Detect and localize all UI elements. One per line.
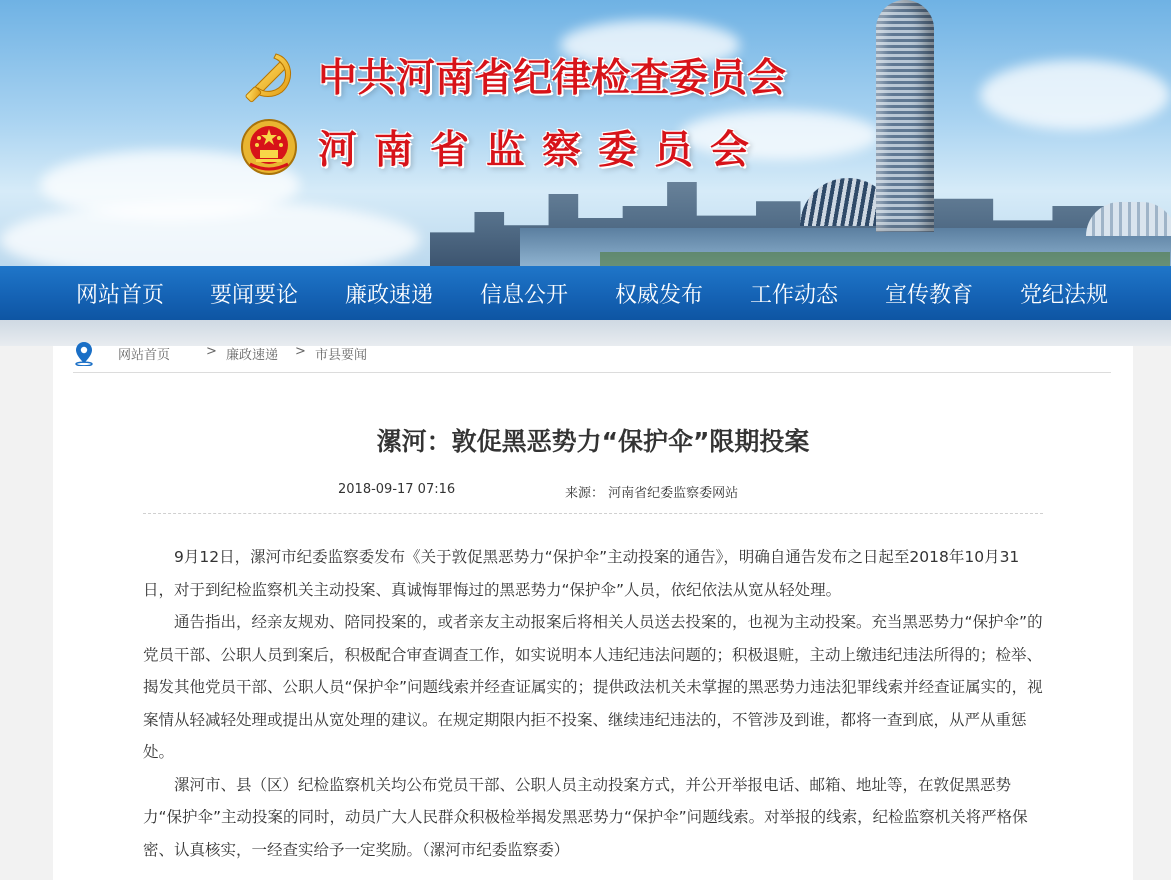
content-panel [53,346,1133,880]
article-paragraph: 漯河市、县（区）纪检监察机关均公布党员干部、公职人员主动投案方式，并公开举报电话、邮箱、地址等，在敦促黑恶势力“保护伞”主动投案的同时，动员广大人民群众积极检举揭发黑恶势力“保护伞”问题线索。对举报的线索，纪检监察机关将严格保密、认真核实，一经查实给予一定奖励。（漯河市纪委监察委） [143,775,1028,859]
article-source [565,482,738,501]
breadcrumb-home[interactable]: 网站首页 [118,348,171,363]
breadcrumb-separator: > [206,344,217,359]
article-paragraph: 9月12日，漯河市纪委监察委发布《关于敦促黑恶势力“保护伞”主动投案的通告》，明确自通告发布之日起至2018年10月31日，对于到纪检监察机关主动投案、真诚悔罪悔过的黑恶势力“保护伞”人员，依纪依法从宽从轻处理。 [143,548,1020,599]
main-nav [0,266,1171,320]
national-emblem-icon [240,118,298,176]
breadcrumb-integrity[interactable]: 廉政速递 [226,348,279,363]
breadcrumb-current[interactable]: 市县要闻 [315,348,368,363]
landmark-tower [876,0,934,232]
title-row-2 [240,118,766,176]
nav-item-regulations[interactable]: 党纪法规 [1020,283,1109,308]
nav-item-disclosure[interactable]: 信息公开 [480,283,569,308]
party-emblem-icon [240,46,298,104]
nav-shadow-strip [0,320,1171,346]
nav-item-news[interactable]: 要闻要论 [210,283,299,308]
source-value: 河南省纪委监察委网站 [608,486,739,501]
title-row-1 [240,46,786,104]
nav-item-education[interactable]: 宣传教育 [885,283,974,308]
header-banner [0,0,1171,266]
source-label: 来源： [565,486,605,501]
location-pin-icon [73,340,95,366]
nav-item-integrity[interactable]: 廉政速递 [345,283,434,308]
article-body [143,541,1043,866]
breadcrumb-separator: > [295,344,306,359]
nav-item-releases[interactable]: 权威发布 [615,283,704,308]
nav-item-work[interactable]: 工作动态 [750,283,839,308]
divider [143,513,1043,514]
header-title-line1: 中共河南省纪律检查委员会 [318,56,787,101]
nav-item-home[interactable]: 网站首页 [76,283,165,308]
header-title-line2: 河南省监察委员会 [318,128,767,173]
article-title: 漯河：敦促黑恶势力“保护伞”限期投案 [376,427,810,456]
article-paragraph: 通告指出，经亲友规劝、陪同投案的，或者亲友主动报案后将相关人员送去投案的，也视为主动投案。充当黑恶势力“保护伞”的党员干部、公职人员到案后，积极配合审查调查工作，如实说明本人违纪违法问题的；积极退赃，主动上缴违纪违法所得的；检举、揭发其他党员干部、公职人员“保护伞”问题线索并经查证属实的；提供政法机关未掌握的黑恶势力违法犯罪线索并经查证属实的，视案情从轻减轻处理或提出从宽处理的建议。在规定期限内拒不投案、继续违纪违法的，不管涉及到谁，都将一查到底，从严从重惩处。 [143,613,1043,761]
breadcrumb [73,346,1111,373]
article-date: 2018-09-17 07:16 [338,482,456,497]
grass-strip [600,252,1170,266]
